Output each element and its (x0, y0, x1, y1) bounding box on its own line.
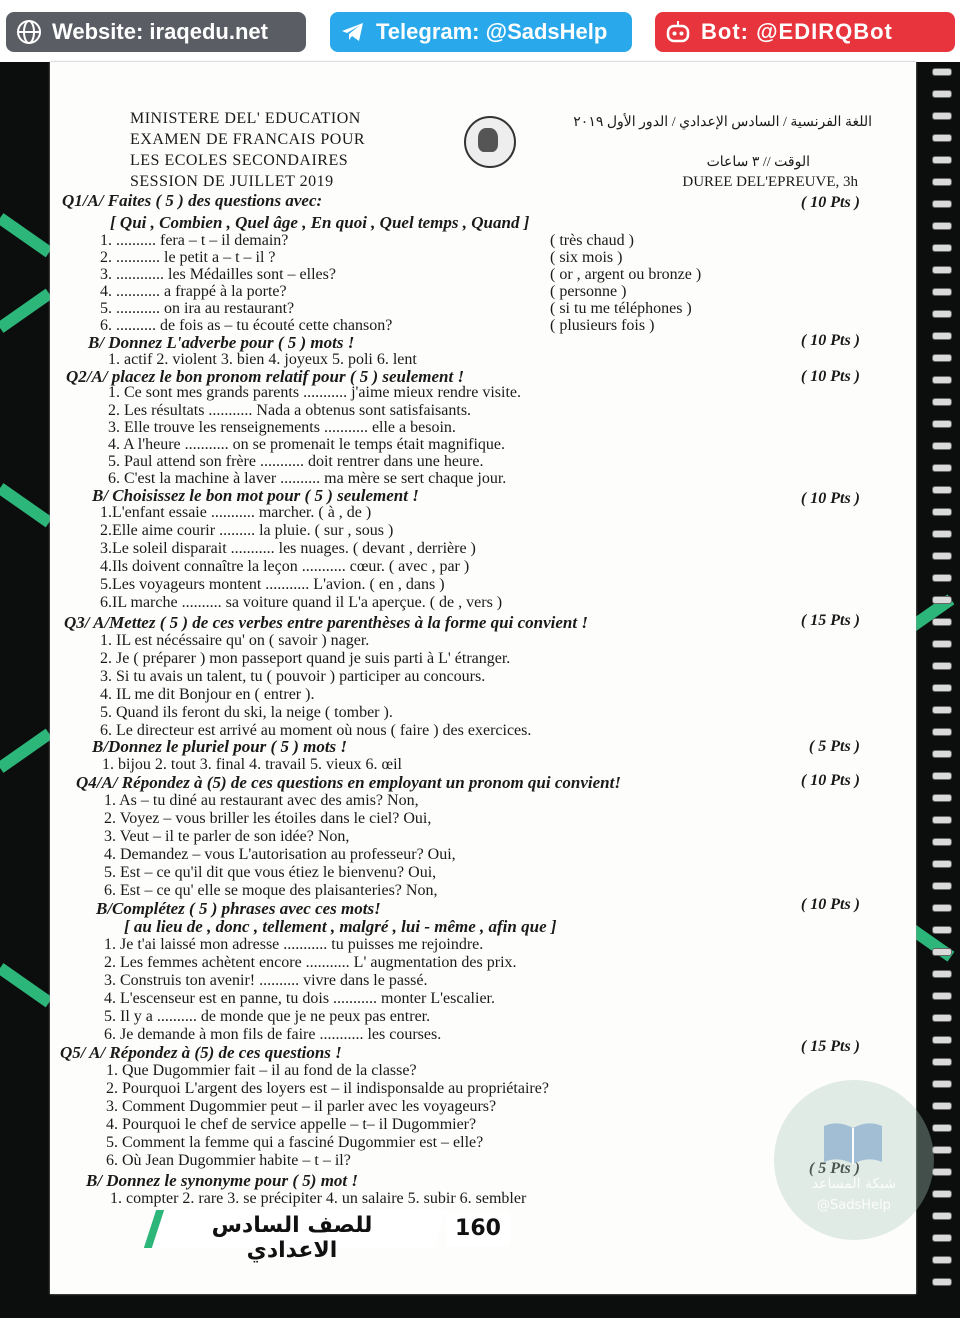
exercise-line: 5.Les voyageurs montent ........... L'avion. ( en , dans ) (100, 576, 445, 593)
binding-ring (932, 772, 952, 780)
exercise-line: 2. Pourquoi L'argent des loyers est – il indisponsalde au propriétaire? (106, 1080, 549, 1097)
exercise-line: 5. Est – ce qu'il dit que vous étiez le bienvenu? Oui, (104, 864, 437, 881)
answer-hint: ( plusieurs fois ) (550, 317, 655, 334)
question-heading: B/ Donnez L'adverbe pour ( 5 ) mots ! (88, 333, 355, 352)
binding-ring (932, 816, 952, 824)
exercise-line: 6. .......... de fois as – tu écouté cette chanson? (100, 317, 393, 334)
binding-ring (932, 1124, 952, 1132)
binding-ring (932, 266, 952, 274)
decor-stripe (0, 729, 53, 773)
grade-label: للصف السادس الاعدادي (211, 1213, 373, 1263)
binding-ring (932, 992, 952, 1000)
binding-ring (932, 112, 952, 120)
exercise-line: 3. Comment Dugommier peut – il parler avec les voyageurs? (106, 1098, 497, 1115)
exercise-line: 2. Je ( préparer ) mon passeport quand je suis parti à L' étranger. (100, 650, 511, 667)
exercise-line: 2. Voyez – vous briller les étoiles dans le ciel? Oui, (104, 810, 432, 827)
binding-ring (932, 90, 952, 98)
exercise-line: 6. Où Jean Dugommier habite – t – il? (106, 1152, 351, 1169)
binding-ring (932, 508, 952, 516)
binding-ring (932, 794, 952, 802)
binding-ring (932, 442, 952, 450)
binding-ring (932, 68, 952, 76)
binding-ring (932, 464, 952, 472)
bot-link[interactable] (655, 12, 955, 52)
exercise-line: 1. Que Dugommier fait – il au fond de la classe? (106, 1062, 417, 1079)
points-label: ( 10 Pts ) (800, 772, 860, 789)
question-heading: Q5/ A/ Répondez à (5) de ces questions ! (60, 1043, 342, 1062)
decor-stripe (0, 483, 53, 527)
binding-ring (932, 728, 952, 736)
question-heading: B/ Choisissez le bon mot pour ( 5 ) seulement ! (92, 486, 419, 505)
binding-ring (932, 288, 952, 296)
exercise-line: 6. C'est la machine à laver .......... ma mère se sert chaque jour. (108, 470, 507, 487)
page-number: 160 (446, 1212, 510, 1246)
binding-ring (932, 1146, 952, 1154)
exercise-line: 4.Ils doivent connaître la leçon ........... cœur. ( avec , par ) (100, 558, 470, 575)
exercise-line: 1. Je t'ai laissé mon adresse ........... tu puisses me rejoindre. (104, 936, 484, 953)
binding-ring (932, 1190, 952, 1198)
binding-ring (932, 332, 952, 340)
question-heading: [ Qui , Combien , Quel âge , En quoi , Quel temps , Quand ] (110, 213, 530, 232)
binding-ring (932, 574, 952, 582)
question-heading: Q3/ A/Mettez ( 5 ) de ces verbes entre parenthèses à la forme qui convient ! (64, 613, 588, 632)
decor-stripe (0, 963, 53, 1007)
header-arabic-time: الوقت // ٣ ساعات (706, 155, 810, 170)
watermark-title: شبكة المساعد (811, 1176, 897, 1192)
binding-ring (932, 904, 952, 912)
exercise-line: 3. Veut – il te parler de son idée? Non, (104, 828, 350, 845)
binding-ring (932, 310, 952, 318)
question-heading: B/Donnez le pluriel pour ( 5 ) mots ! (92, 737, 348, 756)
exercise-line: 1.L'enfant essaie ........... marcher. ( à , de ) (100, 504, 372, 521)
exercise-line: 1. compter 2. rare 3. se précipiter 4. un salaire 5. subir 6. sembler (110, 1190, 527, 1207)
book-icon (822, 1118, 884, 1166)
exercise-line: 6.IL marche .......... sa voiture quand il L'a aperçue. ( de , vers ) (100, 594, 503, 611)
exercise-line: 1. As – tu diné au restaurant avec des amis? Non, (104, 792, 419, 809)
watermark-handle: @SadsHelp (817, 1198, 891, 1213)
spiral-binding (932, 68, 954, 1308)
exercise-line: 1. Ce sont mes grands parents ........... j'aime mieux rendre visite. (108, 384, 522, 401)
exercise-line: 6. Je demande à mon fils de faire ........... les courses. (104, 1026, 442, 1043)
question-heading: Q1/A/ Faites ( 5 ) des questions avec: (62, 191, 323, 210)
binding-ring (932, 354, 952, 362)
watermark-logo (774, 1080, 934, 1240)
exercise-line: 4. Demandez – vous L'autorisation au professeur? Oui, (104, 846, 456, 863)
binding-ring (932, 596, 952, 604)
exercise-line: 1. actif 2. violent 3. bien 4. joyeux 5. poli 6. lent (108, 351, 417, 368)
exercise-line: 4. L'escenseur est en panne, tu dois ........... monter L'escalier. (104, 990, 495, 1007)
binding-ring (932, 530, 952, 538)
header-line: MINISTERE DEL' EDUCATION (130, 110, 361, 127)
points-label: ( 10 Pts ) (800, 368, 860, 385)
header-line: LES ECOLES SECONDAIRES (130, 152, 349, 169)
globe-icon (16, 19, 42, 45)
header-french (130, 108, 365, 192)
header-line: EXAMEN DE FRANCAIS POUR (130, 131, 366, 148)
question-heading: Q4/A/ Répondez à (5) de ces questions en employant un pronom qui convient! (76, 773, 621, 792)
website-link[interactable] (6, 12, 306, 52)
binding-ring (932, 1014, 952, 1022)
header-arabic: اللغة الفرنسية / السادس الإعدادي / الدور الأول ٢٠١٩ (573, 115, 872, 130)
binding-ring (932, 486, 952, 494)
exam-page (50, 62, 916, 1294)
binding-ring (932, 178, 952, 186)
binding-ring (932, 200, 952, 208)
points-label: ( 10 Pts ) (800, 194, 860, 211)
ministry-emblem (464, 116, 516, 168)
binding-ring (932, 1102, 952, 1110)
points-label: ( 10 Pts ) (800, 332, 860, 349)
exercise-line: 2. ........... le petit a – t – il ? (100, 249, 276, 266)
binding-ring (932, 1212, 952, 1220)
exercise-line: 2.Elle aime courir ......... la pluie. ( sur , sous ) (100, 522, 394, 539)
binding-ring (932, 1256, 952, 1264)
exercise-line: 2. Les femmes achètent encore ........... L' augmentation des prix. (104, 954, 517, 971)
answer-hint: ( très chaud ) (550, 232, 634, 249)
binding-ring (932, 1278, 952, 1286)
robot-icon (665, 19, 691, 45)
exercise-line: 3. Si tu avais un talent, tu ( pouvoir ) participer au concours. (100, 668, 486, 685)
binding-ring (932, 838, 952, 846)
exercise-line: 3. ............ les Médailles sont – elles? (100, 266, 336, 283)
exercise-line: 5. Paul attend son frère ........... doit rentrer dans une heure. (108, 453, 484, 470)
bot-label: Bot: @EDIRQBot (701, 19, 893, 44)
exercise-line: 5. Comment la femme qui a fasciné Dugommier est – elle? (106, 1134, 484, 1151)
binding-ring (932, 860, 952, 868)
binding-ring (932, 706, 952, 714)
points-label: ( 15 Pts ) (800, 612, 860, 629)
binding-ring (932, 156, 952, 164)
exercise-line: 1. bijou 2. tout 3. final 4. travail 5. vieux 6. œil (102, 756, 402, 773)
binding-ring (932, 244, 952, 252)
binding-ring (932, 1036, 952, 1044)
exercise-line: 4. IL me dit Bonjour en ( entrer ). (100, 686, 315, 703)
exercise-line: 4. Pourquoi le chef de service appelle – t– il Dugommier? (106, 1116, 477, 1133)
exercise-line: 2. Les résultats ........... Nada a obtenus sont satisfaisants. (108, 402, 472, 419)
binding-ring (932, 926, 952, 934)
exercise-line: 5. Il y a .......... de monde que je ne peux pas entrer. (104, 1008, 431, 1025)
binding-ring (932, 750, 952, 758)
binding-ring (932, 618, 952, 626)
question-heading: B/ Donnez le synonyme pour ( 5) mot ! (86, 1171, 359, 1190)
answer-hint: ( six mois ) (550, 249, 623, 266)
exercise-line: 3. Elle trouve les renseignements ........... elle a besoin. (108, 419, 456, 436)
binding-ring (932, 420, 952, 428)
points-label: ( 15 Pts ) (800, 1038, 860, 1055)
decor-stripe (0, 289, 53, 333)
exercise-line: 4. A l'heure ........... on se promenait le temps était magnifique. (108, 436, 506, 453)
website-label: Website: iraqedu.net (52, 19, 268, 44)
exercise-line: 4. ........... a frappé à la porte? (100, 283, 287, 300)
exercise-line: 6. Le directeur est arrivé au moment où nous ( faire ) des exercices. (100, 722, 532, 739)
binding-ring (932, 640, 952, 648)
binding-ring (932, 1058, 952, 1066)
answer-hint: ( si tu me téléphones ) (550, 300, 692, 317)
answer-hint: ( personne ) (550, 283, 627, 300)
decor-stripe (0, 213, 53, 257)
binding-ring (932, 1168, 952, 1176)
question-heading: B/Complétez ( 5 ) phrases avec ces mots! (96, 899, 381, 918)
top-banner (0, 0, 960, 62)
points-label: ( 5 Pts ) (808, 738, 860, 755)
exercise-line: 1. IL est nécéssaire qu' on ( savoir ) nager. (100, 632, 370, 649)
exercise-line: 3.Le soleil disparait ........... les nuages. ( devant , derrière ) (100, 540, 476, 557)
exercise-line: 1. .......... fera – t – il demain? (100, 232, 289, 249)
points-label: ( 10 Pts ) (800, 896, 860, 913)
question-heading: Q2/A/ placez le bon pronom relatif pour ( 5 ) seulement ! (66, 367, 465, 386)
exercise-line: 5. Quand ils feront du ski, la neige ( tomber ). (100, 704, 393, 721)
binding-ring (932, 1080, 952, 1088)
binding-ring (932, 552, 952, 560)
binding-ring (932, 684, 952, 692)
binding-ring (932, 222, 952, 230)
points-label: ( 5 Pts ) (808, 1160, 860, 1177)
binding-ring (932, 970, 952, 978)
binding-ring (932, 882, 952, 890)
telegram-link[interactable] (330, 12, 632, 52)
binding-ring (932, 1234, 952, 1242)
binding-ring (932, 134, 952, 142)
binding-ring (932, 662, 952, 670)
exercise-line: 6. Est – ce qu' elle se moque des plaisanteries? Non, (104, 882, 438, 899)
binding-ring (932, 398, 952, 406)
exercise-line: 5. ........... on ira au restaurant? (100, 300, 295, 317)
binding-ring (932, 948, 952, 956)
binding-ring (932, 376, 952, 384)
exam-duration: DUREE DEL'EPREUVE, 3h (682, 174, 858, 190)
question-heading: [ au lieu de , donc , tellement , malgré , lui - même , afin que ] (124, 917, 557, 936)
telegram-label: Telegram: @SadsHelp (376, 19, 608, 44)
points-label: ( 10 Pts ) (800, 490, 860, 507)
telegram-icon (340, 19, 366, 45)
answer-hint: ( or , argent ou bronze ) (550, 266, 702, 283)
header-line: SESSION DE JUILLET 2019 (130, 173, 334, 190)
exercise-line: 3. Construis ton avenir! .......... vivre dans le passé. (104, 972, 428, 989)
